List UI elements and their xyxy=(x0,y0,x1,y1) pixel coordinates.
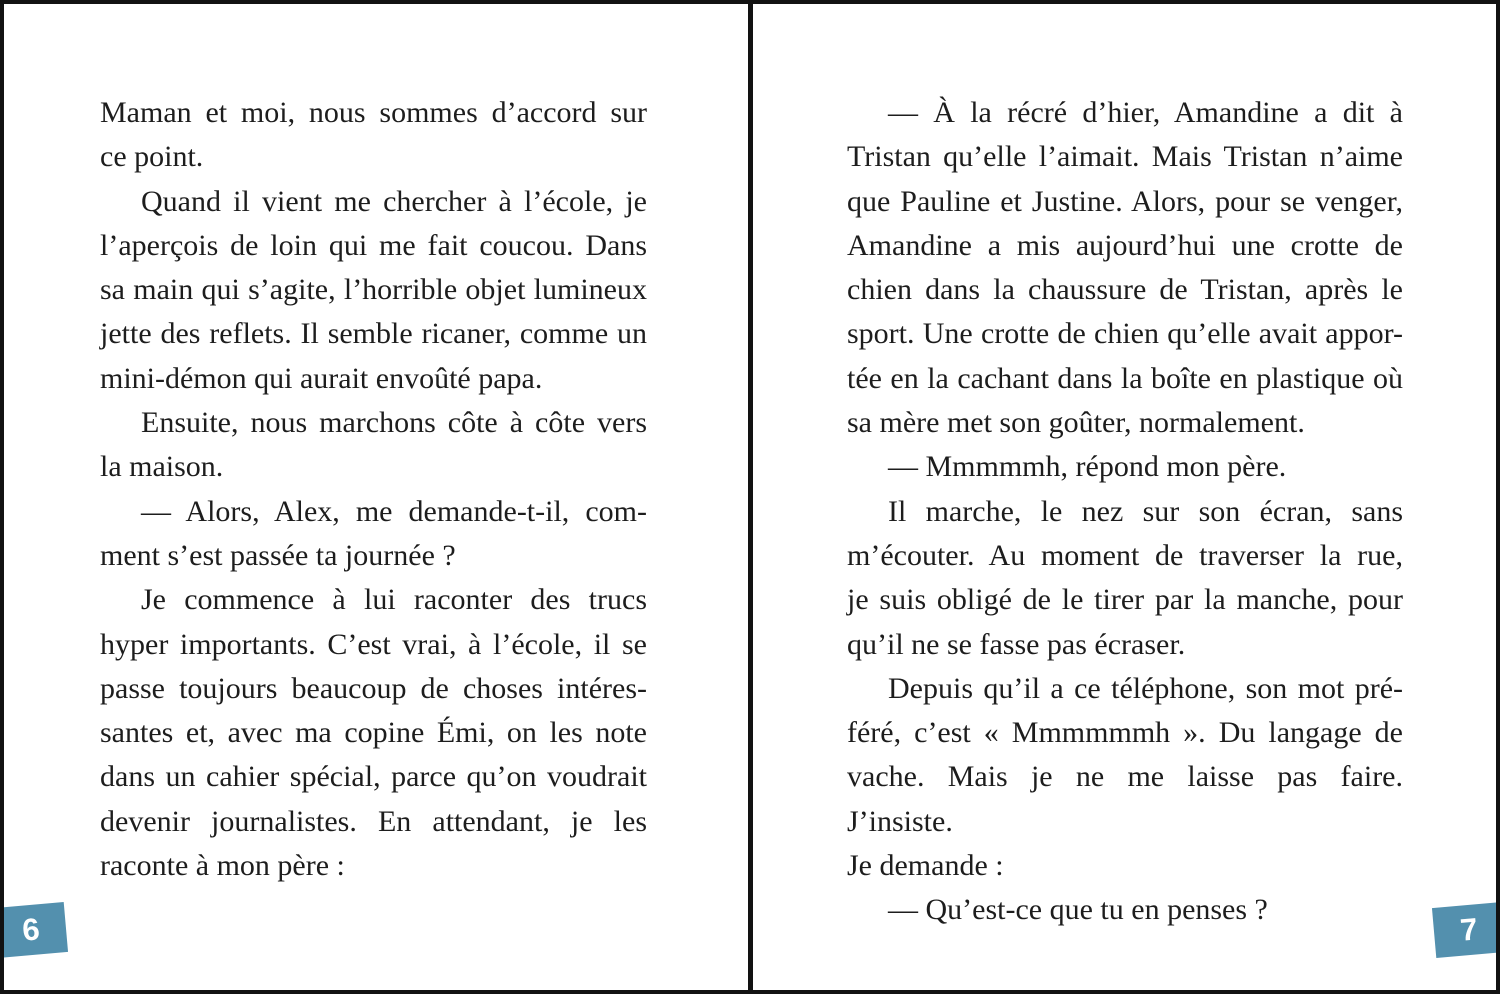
page-left-text xyxy=(100,91,647,888)
text-line: sport. Une crotte de chien qu’elle avait appor- xyxy=(847,317,1403,351)
text-line: Maman et moi, nous sommes d’accord sur xyxy=(100,96,647,129)
text-line: mini-démon qui aurait envoûté papa. xyxy=(100,361,543,395)
text-line: je suis obligé de le tirer par la manche, pour xyxy=(847,583,1403,617)
text-line: qu’il ne se fasse pas écraser. xyxy=(847,627,1186,661)
text-line: sa main qui s’agite, l’horrible objet lumineux xyxy=(100,273,647,307)
paragraph xyxy=(100,490,647,579)
text-line: vache. Mais je ne me laisse pas faire. J’insiste. xyxy=(847,760,1403,838)
paragraph xyxy=(100,180,647,401)
page-number-left-label: 6 xyxy=(20,911,42,948)
text-line: Ensuite, nous marchons côte à côte vers xyxy=(141,406,647,440)
text-line: — Mmmmmh, répond mon père. xyxy=(888,450,1287,484)
text-line: raconte à mon père : xyxy=(100,849,345,883)
text-line: Quand il vient me chercher à l’école, je xyxy=(141,184,647,218)
text-line: — Qu’est-ce que tu en penses ? xyxy=(888,893,1268,927)
text-line: m’écouter. Au moment de traverser la rue, xyxy=(847,538,1403,572)
text-line: Je demande : xyxy=(847,849,1004,883)
page-right xyxy=(753,4,1496,990)
page-number-right xyxy=(1432,902,1500,958)
page-number-left xyxy=(0,902,68,958)
text-line: — Alors, Alex, me demande-t-il, com- xyxy=(141,494,647,528)
page-right-text xyxy=(847,91,1403,933)
text-line: santes et, avec ma copine Émi, on les note xyxy=(100,716,647,750)
text-line: tée en la cachant dans la boîte en plastique où xyxy=(847,361,1403,395)
text-line: ment s’est passée ta journée ? xyxy=(100,538,456,572)
text-line: jette des reflets. Il semble ricaner, comme un xyxy=(100,317,647,351)
text-line: chien dans la chaussure de Tristan, après le xyxy=(847,273,1403,307)
text-line: dans un cahier spécial, parce qu’on voudrait xyxy=(100,760,647,794)
text-line: Amandine a mis aujourd’hui une crotte de xyxy=(847,228,1403,262)
text-line: passe toujours beaucoup de choses intéres- xyxy=(100,671,647,705)
text-line: hyper importants. C’est vrai, à l’école, il se xyxy=(100,627,647,661)
text-line: ce point. xyxy=(100,140,204,174)
paragraph xyxy=(847,490,1403,667)
paragraph xyxy=(847,888,1403,932)
text-line: devenir journalistes. En attendant, je les xyxy=(100,804,647,838)
paragraph xyxy=(100,91,647,180)
page-left xyxy=(4,4,748,990)
text-line: Depuis qu’il a ce téléphone, son mot pré- xyxy=(888,671,1403,705)
paragraph xyxy=(847,91,1403,445)
paragraph xyxy=(100,401,647,490)
text-line: sa mère met son goûter, normalement. xyxy=(847,406,1305,440)
text-line: la maison. xyxy=(100,450,224,484)
text-line: — À la récré d’hier, Amandine a dit à xyxy=(888,96,1403,129)
text-line: que Pauline et Justine. Alors, pour se venger, xyxy=(847,184,1403,218)
text-line: l’aperçois de loin qui me fait coucou. Dans xyxy=(100,228,647,262)
text-line: Tristan qu’elle l’aimait. Mais Tristan n’aime xyxy=(847,140,1403,174)
paragraph xyxy=(100,578,647,888)
text-line: Il marche, le nez sur son écran, sans xyxy=(888,494,1403,528)
paragraph xyxy=(847,667,1403,888)
paragraph xyxy=(847,445,1403,489)
page-number-right-label: 7 xyxy=(1458,911,1480,948)
text-line: Je commence à lui raconter des trucs xyxy=(141,583,647,617)
text-line: féré, c’est « Mmmmmmh ». Du langage de xyxy=(847,716,1403,750)
